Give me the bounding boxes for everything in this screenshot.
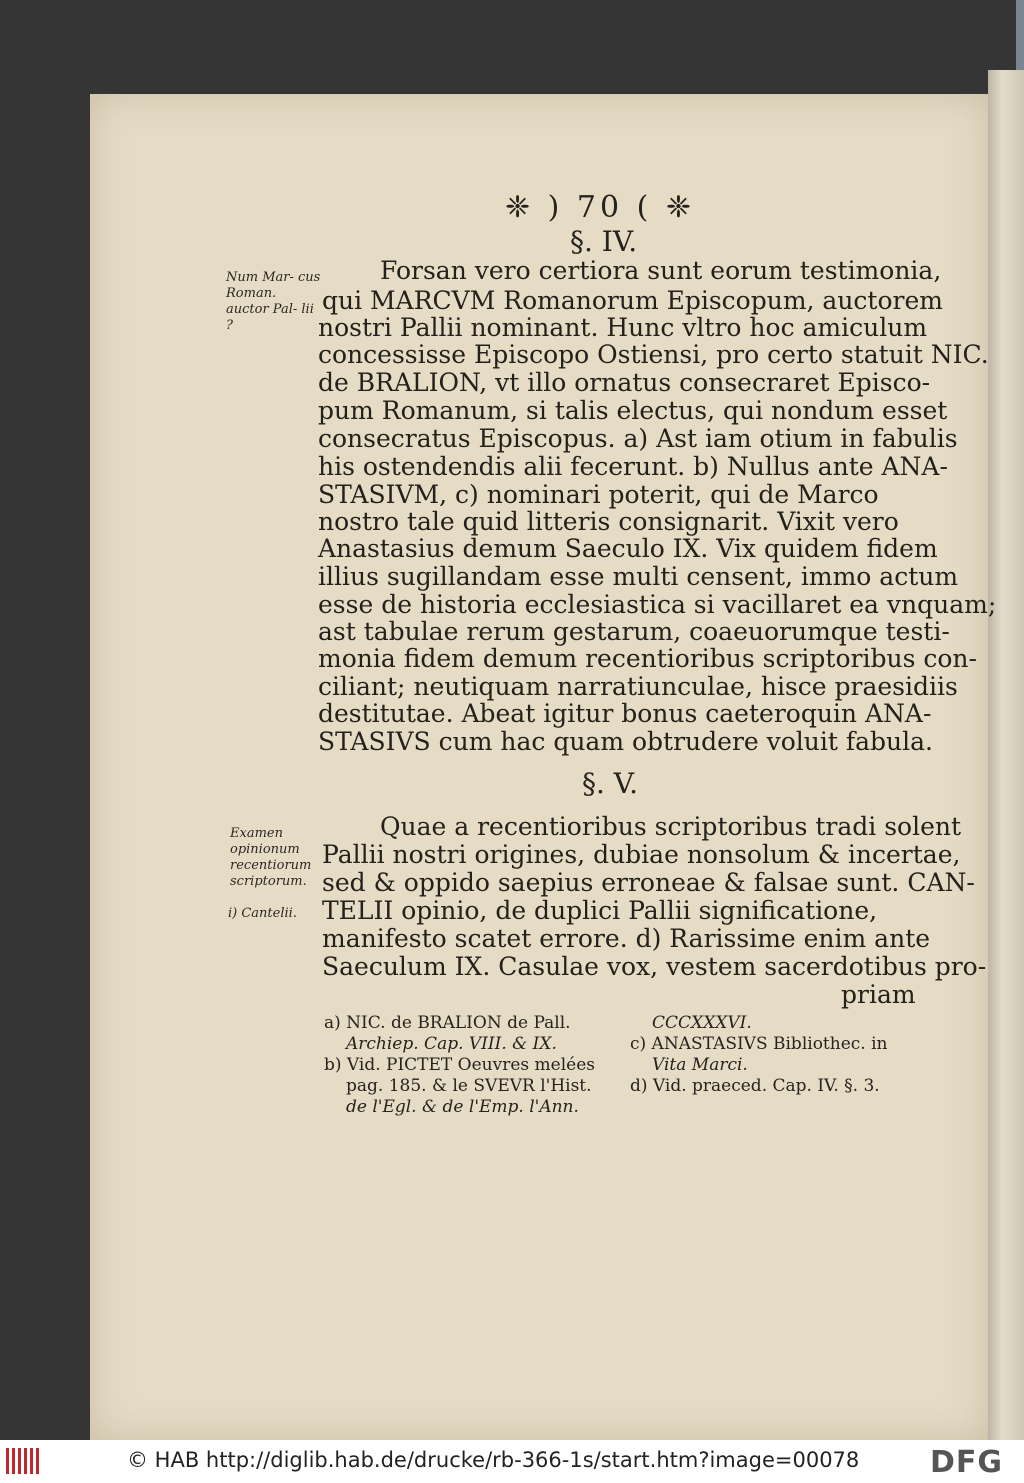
text-line: Forsan vero certiora sunt eorum testimonia, <box>380 256 942 285</box>
section-heading-iv: §. IV. <box>570 225 638 258</box>
footnote-line: de l'Egl. & de l'Emp. l'Ann. <box>346 1097 579 1117</box>
dfg-logo: DFG <box>930 1445 1004 1480</box>
footnote-line: d) Vid. praeced. Cap. IV. §. 3. <box>630 1076 880 1096</box>
text-line: sed & oppido saepius erroneae & falsae sunt. CAN- <box>322 868 975 897</box>
text-line: Anastasius demum Saeculo IX. Vix quidem fidem <box>318 534 938 563</box>
margin-note-3: i) Cantelii. <box>228 906 297 921</box>
section-heading-v: §. V. <box>582 767 639 800</box>
footnote-line: Vita Marci. <box>652 1055 748 1075</box>
text-line: monia fidem demum recentioribus scriptoribus con- <box>318 644 977 673</box>
text-line: manifesto scatet errore. d) Rarissime enim ante <box>322 924 931 953</box>
text-line: de BRALION, vt illo ornatus consecraret Episco- <box>318 368 931 397</box>
text-line: esse de historia ecclesiastica si vacillaret ea vnquam; <box>318 590 997 619</box>
footer-bar <box>0 1440 1024 1483</box>
text-line: qui MARCVM Romanorum Episcopum, auctorem <box>322 286 943 315</box>
text-line: Quae a recentioribus scriptoribus tradi solent <box>380 812 962 841</box>
text-line: pum Romanum, si talis electus, qui nondum esset <box>318 396 948 425</box>
text-line: concessisse Episcopo Ostiensi, pro certo statuit NIC. <box>318 340 989 369</box>
footnote-line: c) ANASTASIVS Bibliothec. in <box>630 1034 888 1054</box>
text-line: ast tabulae rerum gestarum, coaeuorumque testi- <box>318 617 950 646</box>
text-line: nostri Pallii nominant. Hunc vltro hoc amiculum <box>318 313 928 342</box>
text-line: STASIVS cum hac quam obtrudere voluit fabula. <box>318 727 934 756</box>
footnote-line: a) NIC. de BRALION de Pall. <box>324 1013 571 1033</box>
text-line: Saeculum IX. Casulae vox, vestem sacerdotibus pro- <box>322 952 987 981</box>
footnote-line: b) Vid. PICTET Oeuvres melées <box>324 1055 596 1075</box>
text-line: STASIVM, c) nominari poterit, qui de Marco <box>318 480 879 509</box>
footnote-line: pag. 185. & le SVEVR l'Hist. <box>346 1076 592 1096</box>
text-line: Pallii nostri origines, dubiae nonsolum & incertae, <box>322 840 961 869</box>
catchword: priam <box>841 980 916 1009</box>
margin-note-1: Num Mar- cus Roman. auctor Pal- lii ? <box>226 270 321 333</box>
text-line: destitutae. Abeat igitur bonus caeteroquin ANA- <box>318 699 932 728</box>
running-head: ❈ ) 70 ( ❈ <box>505 190 695 225</box>
margin-note-2: Examen opinionum recentiorum scriptorum. <box>230 826 312 889</box>
footnote-line: CCCXXXVI. <box>652 1013 752 1033</box>
text-line: nostro tale quid litteris consignarit. Vixit vero <box>318 507 899 536</box>
text-line: consecratus Episcopus. a) Ast iam otium in fabulis <box>318 424 958 453</box>
text-line: ciliant; neutiquam narratiunculae, hisce praesidiis <box>318 672 958 701</box>
book-gutter <box>988 70 1024 1440</box>
footnote-line: Archiep. Cap. VIII. & IX. <box>346 1034 557 1054</box>
text-line: illius sugillandam esse multi censent, immo actum <box>318 562 959 591</box>
hab-logo-icon <box>6 1448 40 1474</box>
text-line: TELII opinio, de duplici Pallii significatione, <box>322 896 878 925</box>
source-url[interactable]: © HAB http://diglib.hab.de/drucke/rb-366-1s/start.htm?image=00078 <box>127 1448 860 1472</box>
text-line: his ostendendis alii fecerunt. b) Nullus ante ANA- <box>318 452 948 481</box>
